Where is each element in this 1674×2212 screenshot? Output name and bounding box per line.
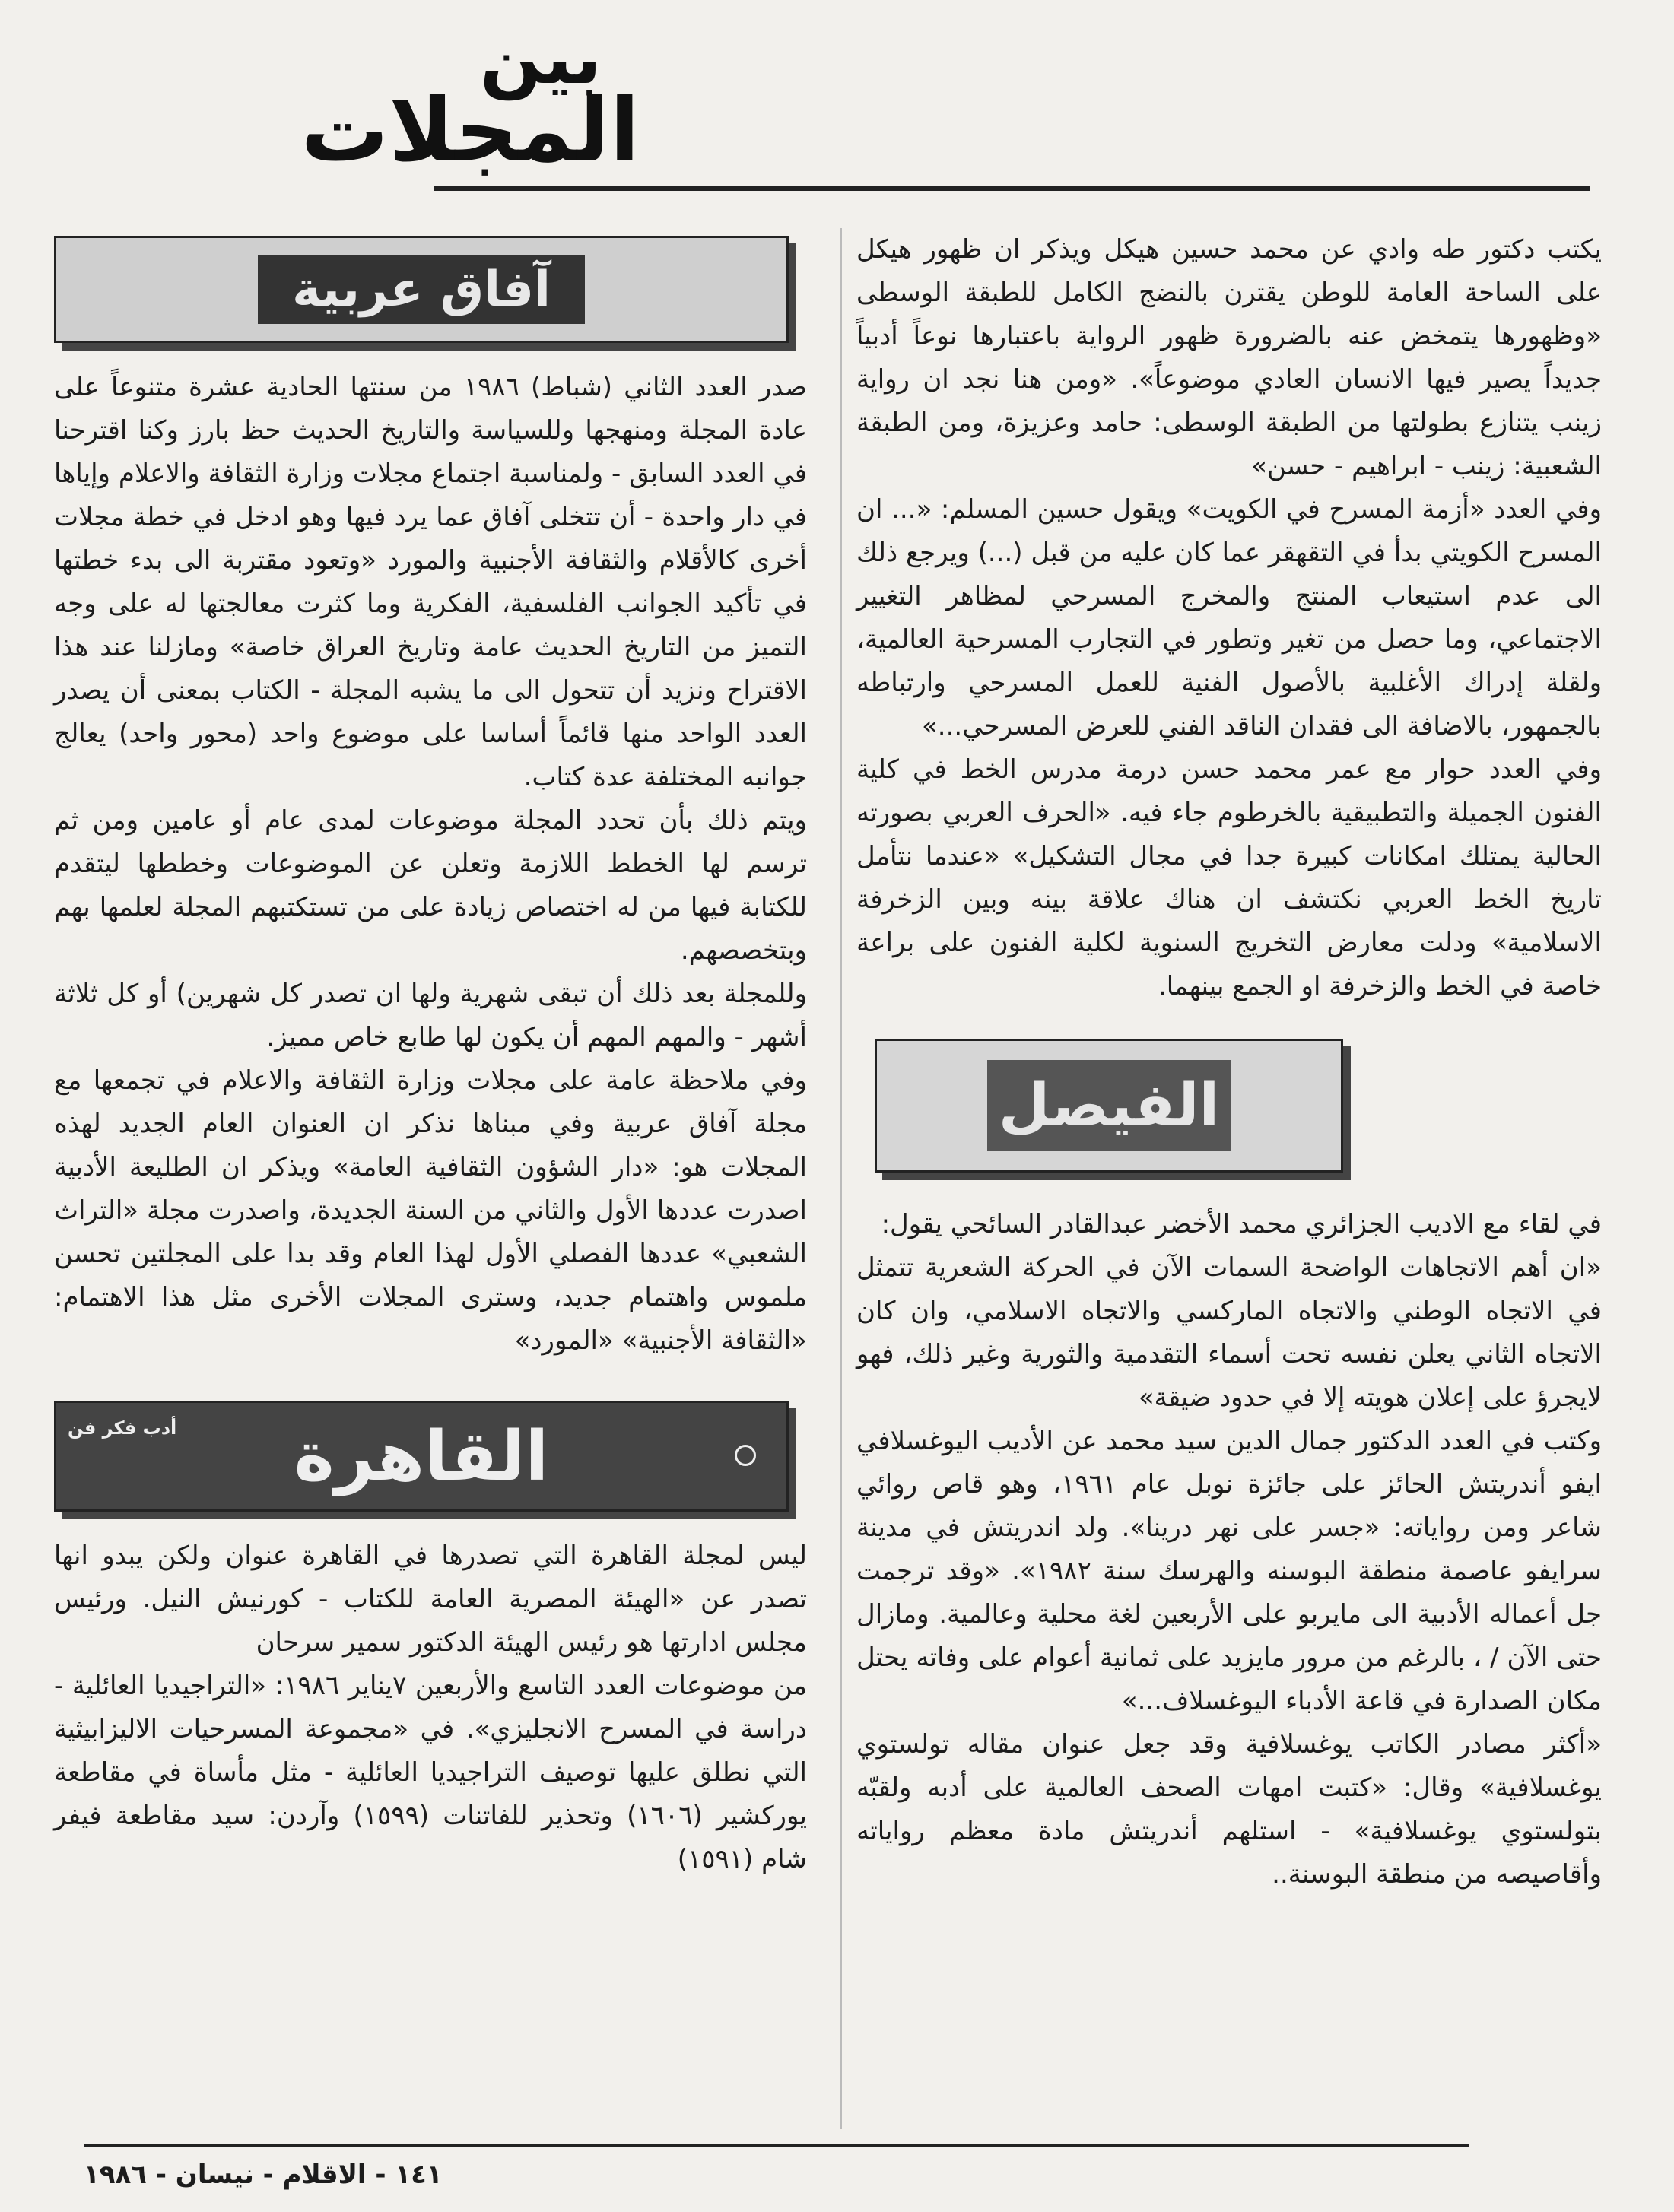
paragraph: ليس لمجلة القاهرة التي تصدرها في القاهرة عنوان ولكن يبدو انها تصدر عن «الهيئة المصرية العامة للكتاب - كورنيش النيل. ورئيس مجلس ادارتها هو رئيس الهيئة الدكتور سمير سرحان xyxy=(54,1541,807,1658)
paragraph: وكتب في العدد الدكتور جمال الدين سيد محمد عن الأديب اليوغسلافي ايفو أندريتش الحائز على جائزة نوبل عام ١٩٦١، وهو قاص روائي شاعر ومن رواياته: «جسر على نهر درينا». ولد اندريتش في مدينة سرايفو عاصمة منطقة البوسنه والهرسك سنة ١٩٨٢». «وقد ترجمت جل أعماله الأدبية الى مايربو على الأربعين لغة محلية وعالمية. ومازال حتى الآن / ، بالرغم من مرور مايزيد على ثمانية أعوام على وفاته يحتل مكان الصدارة في قاعة الأدباء اليوغسلاف...» xyxy=(856,1426,1603,1716)
section-title xyxy=(300,17,640,182)
paragraph: «ان أهم الاتجاهات الواضحة السمات الآن في الحركة الشعرية تتمثل في الاتجاه الوطني والاتجاه الماركسي والاتجاه الاسلامي، وان كان الاتجاه الثاني يعلن نفسه تحت أسماء التقدمية والثورية وغير ذلك، فهو لايجرؤ على إعلان هويته إلا في حدود ضيقة» xyxy=(856,1252,1602,1413)
qahira-banner-text: القاهرة xyxy=(294,1416,549,1496)
paragraph: وفي العدد حوار مع عمر محمد حسن درمة مدرس الخط في كلية الفنون الجميلة والتطبيقية بالخرطوم جاء فيه. «الحرف العربي بصورته الحالية يمتلك امكانات كبيرة جدا في مجال التشكيل» «عندما نتأمل تاريخ الخط العربي نكتشف ان هناك علاقة بينه وبين الزخرفة الاسلامية» ودلت معارض التخريج السنوية لكلية الفنون على براعة خاصة في الخط والزخرفة او الجمع بينهما. xyxy=(856,754,1602,1001)
faisal-logo xyxy=(987,1060,1231,1151)
paragraph: وفي ملاحظة عامة على مجلات وزارة الثقافة والاعلام في تجمعها مع مجلة آفاق عربية وفي مبناها نذكر ان العنوان العام الجديد لهذه المجلات هو: «دار الشؤون الثقافية العامة» ويذكر ان الطليعة الأدبية اصدرت عددها الأول والثاني من السنة الجديدة، واصدرت مجلة «التراث الشعبي» عددها الفصلي الأول لهذا العام وقد بدا على المجلتين تحسن ملموس واهتمام جديد، وسترى المجلات الأخرى مثل هذا الاهتمام: «الثقافة الأجنبية» «المورد» xyxy=(54,1065,807,1356)
paragraph: «أكثر مصادر الكاتب يوغسلافية وقد جعل عنوان مقاله تولستوي يوغسلافية» وقال: «كتبت امهات الصحف العالمية على أدبه ولقبّه بتولستوي يوغسلافية» - استلهم أندريتش مادة معظم رواياته وأقاصيصه من منطقة البوسنة.. xyxy=(856,1729,1602,1890)
page-footer: ١٤١ - الاقلام - نيسان - ١٩٨٦ xyxy=(84,2160,443,2190)
faisal-banner-text: الفيصل xyxy=(998,1071,1220,1140)
paragraph: يكتب دكتور طه وادي عن محمد حسين هيكل ويذكر ان ظهور هيكل على الساحة العامة للوطن يقترن بالنضج الكامل للطبقة الوسطى «وظهورها يتمخض عنه بالضرورة ظهور الرواية باعتبارها نوعاً أدبياً جديداً يصير فيها الانسان العادي موضوعاً». «ومن هنا نجد ان رواية زينب يتنازع بطولتها من الطبقة الوسطى: حامد وعزيزة، ومن الطبقة الشعبية: زينب - ابراهيم - حسن» xyxy=(856,234,1602,481)
footer-rule xyxy=(84,2144,1469,2147)
left-column xyxy=(54,228,807,1881)
qahira-banner xyxy=(54,1401,789,1512)
aafaq-banner-text: آفاق عربية xyxy=(292,261,551,318)
aafaq-banner xyxy=(54,236,789,343)
faisal-banner xyxy=(875,1039,1343,1173)
right-column xyxy=(856,228,1602,1896)
title-line1: بين xyxy=(480,17,602,100)
qahira-side-text: أدب فكر فن xyxy=(68,1417,177,1439)
paragraph: ويتم ذلك بأن تحدد المجلة موضوعات لمدى عام أو عامين ومن ثم ترسم لها الخطط اللازمة وتعلن عن الموضوعات وخططها ليتقدم للكتابة فيها من له اختصاص زيادة على من تستكتبهم المجلة لعلمها بهم وبتخصصهم. xyxy=(54,805,807,966)
aafaq-logo xyxy=(258,255,585,324)
title-line2: المجلات xyxy=(300,80,640,182)
paragraph: وللمجلة بعد ذلك أن تبقى شهرية ولها ان تصدر كل شهرين) أو كل ثلاثة أشهر - والمهم المهم أن يكون لها طابع خاص مميز. xyxy=(54,979,807,1052)
paragraph: صدر العدد الثاني (شباط) ١٩٨٦ من سنتها الحادية عشرة متنوعاً على عادة المجلة ومنهجها وللسياسة والتاريخ الحديث حظ بارز وكنا اقترحنا في العدد السابق - ولمناسبة اجتماع مجلات وزارة الثقافة والاعلام وإياها في دار واحدة - أن تتخلى آفاق عما يرد فيها وهو ادخل في خطة مجلات أخرى كالأقلام والثقافة الأجنبية والمورد «وتعود مقتربة الى بدء خطتها في تأكيد الجوانب الفلسفية، الفكرية وما كثرت معالجتها له على وجه التميز من التاريخ الحديث عامة وتاريخ العراق خاصة» ومازلنا عند هذا الاقتراح ونزيد أن تتحول الى ما يشبه المجلة - الكتاب بمعنى أن يصدر العدد الواحد منها قائماً أساسا على موضوع واحد (محور واحد) يعالج جوانبه المختلفة عدة كتاب. xyxy=(54,372,807,792)
circle-ornament-icon xyxy=(735,1445,756,1466)
title-rule xyxy=(434,186,1590,191)
column-divider xyxy=(840,228,842,2129)
paragraph: في لقاء مع الاديب الجزائري محمد الأخضر عبدالقادر السائحي يقول: xyxy=(881,1209,1602,1239)
paragraph: من موضوعات العدد التاسع والأربعين ٧يناير ١٩٨٦: «التراجيديا العائلية - دراسة في المسرح الانجليزي». في «مجموعة المسرحيات الاليزابيثية التي نطلق عليها توصيف التراجيديا العائلية - مثل مأساة في مقاطعة يوركشير (١٦٠٦) وتحذير للفاتنات (١٥٩٩) وآردن: سيد مقاطعة فيفر شام (١٥٩١) xyxy=(54,1671,807,1874)
paragraph: وفي العدد «أزمة المسرح في الكويت» ويقول حسين المسلم: «... ان المسرح الكويتي بدأ في التقهقر عما كان عليه من قبل (...) ويرجع ذلك الى عدم استيعاب المنتج والمخرج المسرحي لمظاهر التغيير الاجتماعي، وما حصل من تغير وتطور في التجارب المسرحية العالمية، ولقلة إدراك الأغلبية بالأصول الفنية للعمل المسرحي وارتباطه بالجمهور، بالاضافة الى فقدان الناقد الفني للعرض المسرحي...» xyxy=(856,494,1602,741)
